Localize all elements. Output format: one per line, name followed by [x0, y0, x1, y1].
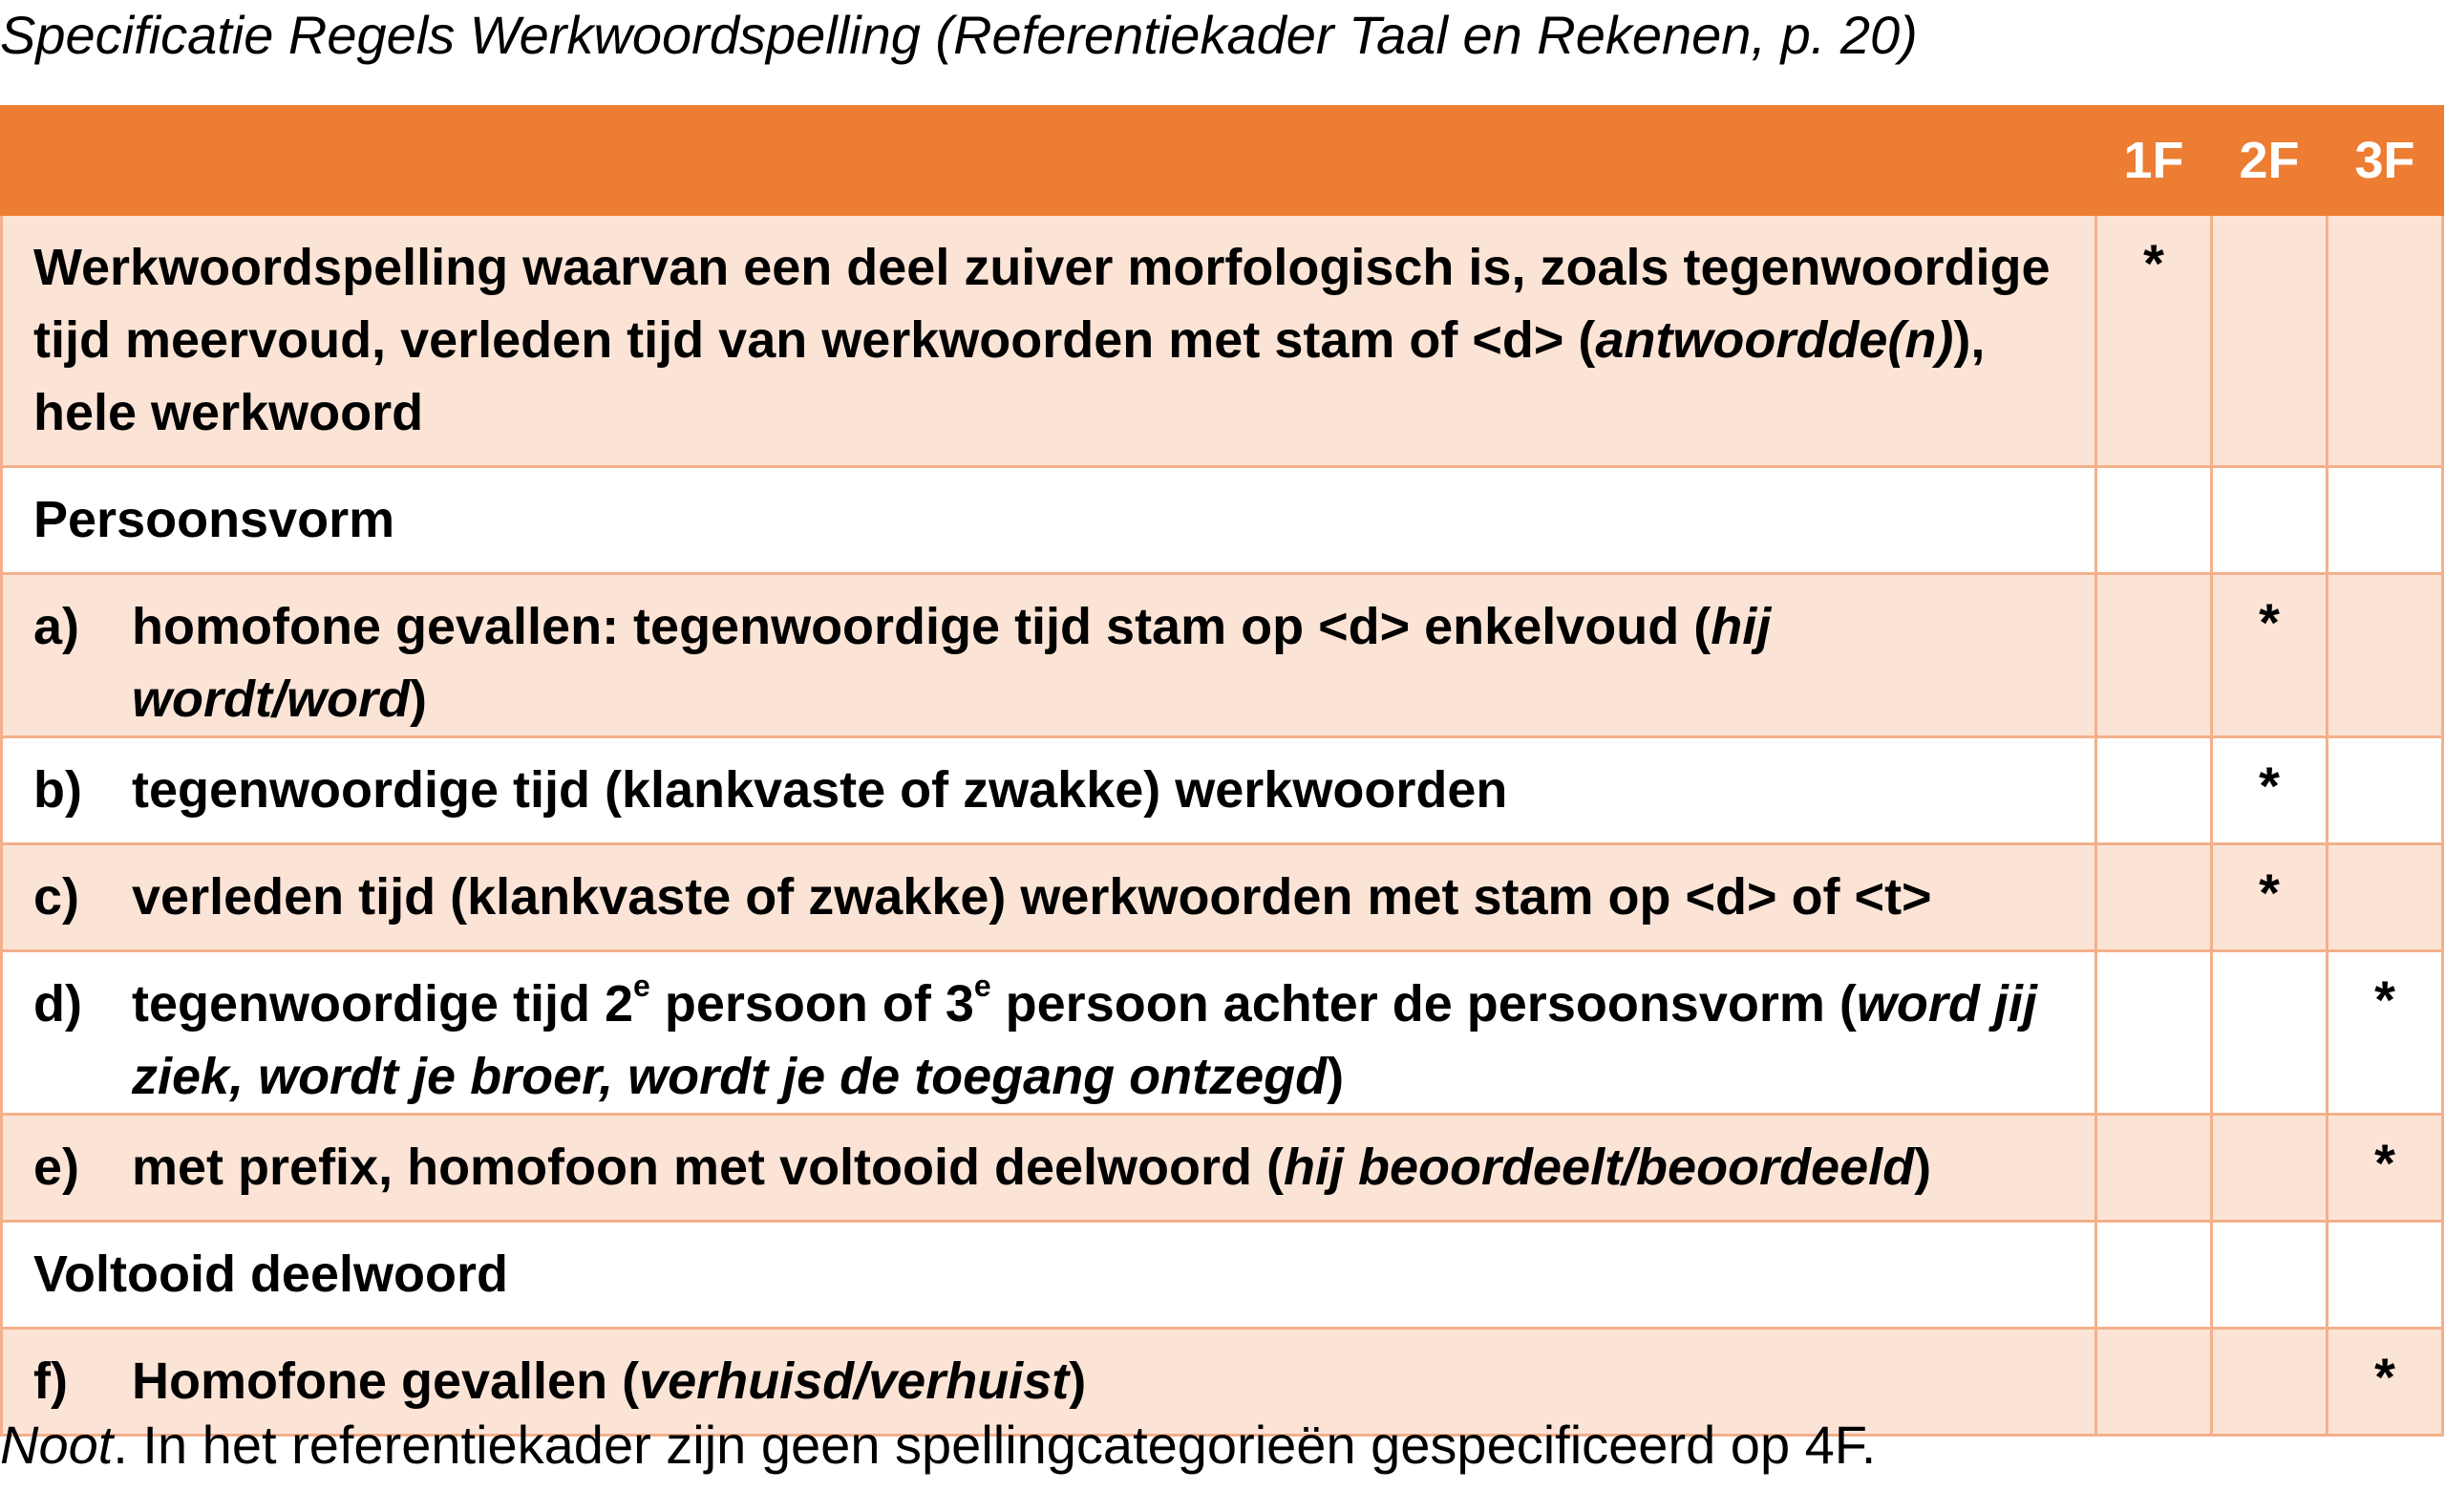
level-mark	[2328, 216, 2441, 237]
table-caption: Specificatie Regels Werkwoordspelling (Referentiekader Taal en Rekenen, p. 20)	[0, 5, 1918, 65]
rule-item	[3, 738, 2094, 826]
header-3f: 3F	[2328, 107, 2443, 215]
section-heading-cell	[2, 1222, 2096, 1329]
level-mark	[2328, 575, 2441, 596]
rule-cell	[2, 574, 2096, 737]
level-3f-cell	[2328, 737, 2443, 844]
section-heading: Persoonsvorm	[33, 491, 395, 548]
level-2f-cell	[2212, 951, 2328, 1115]
rule-cell	[2, 1115, 2096, 1222]
rule-text: homofone gevallen: tegenwoordige tijd stam op <d> enkelvoud (hij wordt/word)	[132, 598, 1772, 728]
level-1f-cell	[2096, 574, 2212, 737]
rule-text: Homofone gevallen (verhuisd/verhuist)	[132, 1352, 1087, 1410]
table-row	[2, 737, 2443, 844]
level-mark	[2097, 1116, 2210, 1137]
rule-cell	[2, 844, 2096, 951]
item-marker: e)	[33, 1139, 80, 1196]
table-row	[2, 1115, 2443, 1222]
level-mark	[2213, 216, 2326, 237]
level-1f-cell	[2096, 1329, 2212, 1436]
rule-text: tegenwoordige tijd 2e persoon of 3e persoon achter de persoonsvorm (word jij ziek, wordt je broer, wordt je de toegang ontzegd)	[132, 969, 2037, 1105]
level-1f-cell	[2096, 1115, 2212, 1222]
level-2f-cell	[2212, 467, 2328, 574]
level-mark	[2097, 738, 2210, 759]
level-mark	[2328, 845, 2441, 866]
section-heading: Voltooid deelwoord	[33, 1246, 508, 1303]
level-3f-cell	[2328, 1329, 2443, 1436]
section-heading-cell	[2, 467, 2096, 574]
level-1f-cell	[2096, 737, 2212, 844]
level-mark	[2213, 952, 2326, 973]
note-text: . In het referentiekader zijn geen spellingcategorieën gespecificeerd op 4F.	[113, 1415, 1877, 1475]
level-2f-cell	[2212, 1222, 2328, 1329]
item-marker: a)	[33, 598, 80, 655]
header-2f: 2F	[2212, 107, 2328, 215]
table-row	[2, 844, 2443, 951]
level-2f-cell	[2212, 1115, 2328, 1222]
level-mark: *	[2259, 862, 2280, 923]
level-3f-cell	[2328, 574, 2443, 737]
item-marker: b)	[33, 761, 82, 819]
level-2f-cell	[2212, 737, 2328, 844]
level-mark: *	[2374, 969, 2395, 1030]
level-mark	[2097, 1223, 2210, 1244]
section-heading-row	[2, 467, 2443, 574]
level-mark	[2213, 1116, 2326, 1137]
level-3f-cell	[2328, 951, 2443, 1115]
header-empty-cell	[2, 107, 2096, 215]
level-mark	[2328, 738, 2441, 759]
header-1f: 1F	[2096, 107, 2212, 215]
level-1f-cell	[2096, 1222, 2212, 1329]
level-2f-cell	[2212, 574, 2328, 737]
level-3f-cell	[2328, 467, 2443, 574]
level-3f-cell	[2328, 844, 2443, 951]
spelling-rules-table	[0, 105, 2444, 1437]
item-marker: c)	[33, 868, 80, 926]
level-3f-cell	[2328, 1115, 2443, 1222]
table-row	[2, 951, 2443, 1115]
rule-cell	[2, 737, 2096, 844]
note-label: Noot	[0, 1415, 114, 1475]
level-mark	[2097, 575, 2210, 596]
rule-item	[3, 845, 2094, 933]
level-1f-cell	[2096, 951, 2212, 1115]
level-1f-cell	[2096, 467, 2212, 574]
level-mark	[2097, 1330, 2210, 1351]
rule-item	[3, 1330, 2094, 1417]
item-marker: d)	[33, 975, 82, 1033]
item-marker: f)	[33, 1352, 68, 1410]
level-mark	[2097, 468, 2210, 489]
level-mark: *	[2259, 756, 2280, 816]
rule-item	[3, 952, 2094, 1113]
rule-item	[3, 1116, 2094, 1203]
rule-text: verleden tijd (klankvaste of zwakke) werkwoorden met stam op <d> of <t>	[132, 868, 1932, 926]
rule-cell	[2, 215, 2096, 467]
level-mark: *	[2374, 1133, 2395, 1193]
level-2f-cell	[2212, 844, 2328, 951]
level-mark	[2213, 1223, 2326, 1244]
level-mark: *	[2259, 592, 2280, 652]
level-mark	[2213, 468, 2326, 489]
level-1f-cell	[2096, 215, 2212, 467]
rule-item	[3, 575, 2094, 735]
level-mark	[2213, 1330, 2326, 1351]
table-row	[2, 215, 2443, 467]
level-3f-cell	[2328, 1222, 2443, 1329]
level-mark	[2328, 468, 2441, 489]
rule-text: Werkwoordspelling waarvan een deel zuiver morfologisch is, zoals tegenwoordige tijd meervoud, verleden tijd van werkwoorden met stam of <d> (antwoordde(n)), hele werkwoord	[33, 239, 2051, 441]
level-mark: *	[2374, 1347, 2395, 1407]
section-heading-row	[2, 1222, 2443, 1329]
level-mark	[2097, 952, 2210, 973]
level-mark	[2328, 1223, 2441, 1244]
level-3f-cell	[2328, 215, 2443, 467]
table-note	[0, 1411, 1876, 1480]
level-1f-cell	[2096, 844, 2212, 951]
rule-cell	[2, 951, 2096, 1115]
level-2f-cell	[2212, 1329, 2328, 1436]
level-2f-cell	[2212, 215, 2328, 467]
level-mark	[2097, 845, 2210, 866]
table-row	[2, 574, 2443, 737]
table-header-row	[2, 107, 2443, 215]
level-mark: *	[2143, 233, 2164, 293]
rule-text: met prefix, homofoon met voltooid deelwoord (hij beoordeelt/beoordeeld)	[132, 1139, 1932, 1196]
rule-text: tegenwoordige tijd (klankvaste of zwakke) werkwoorden	[132, 761, 1508, 819]
